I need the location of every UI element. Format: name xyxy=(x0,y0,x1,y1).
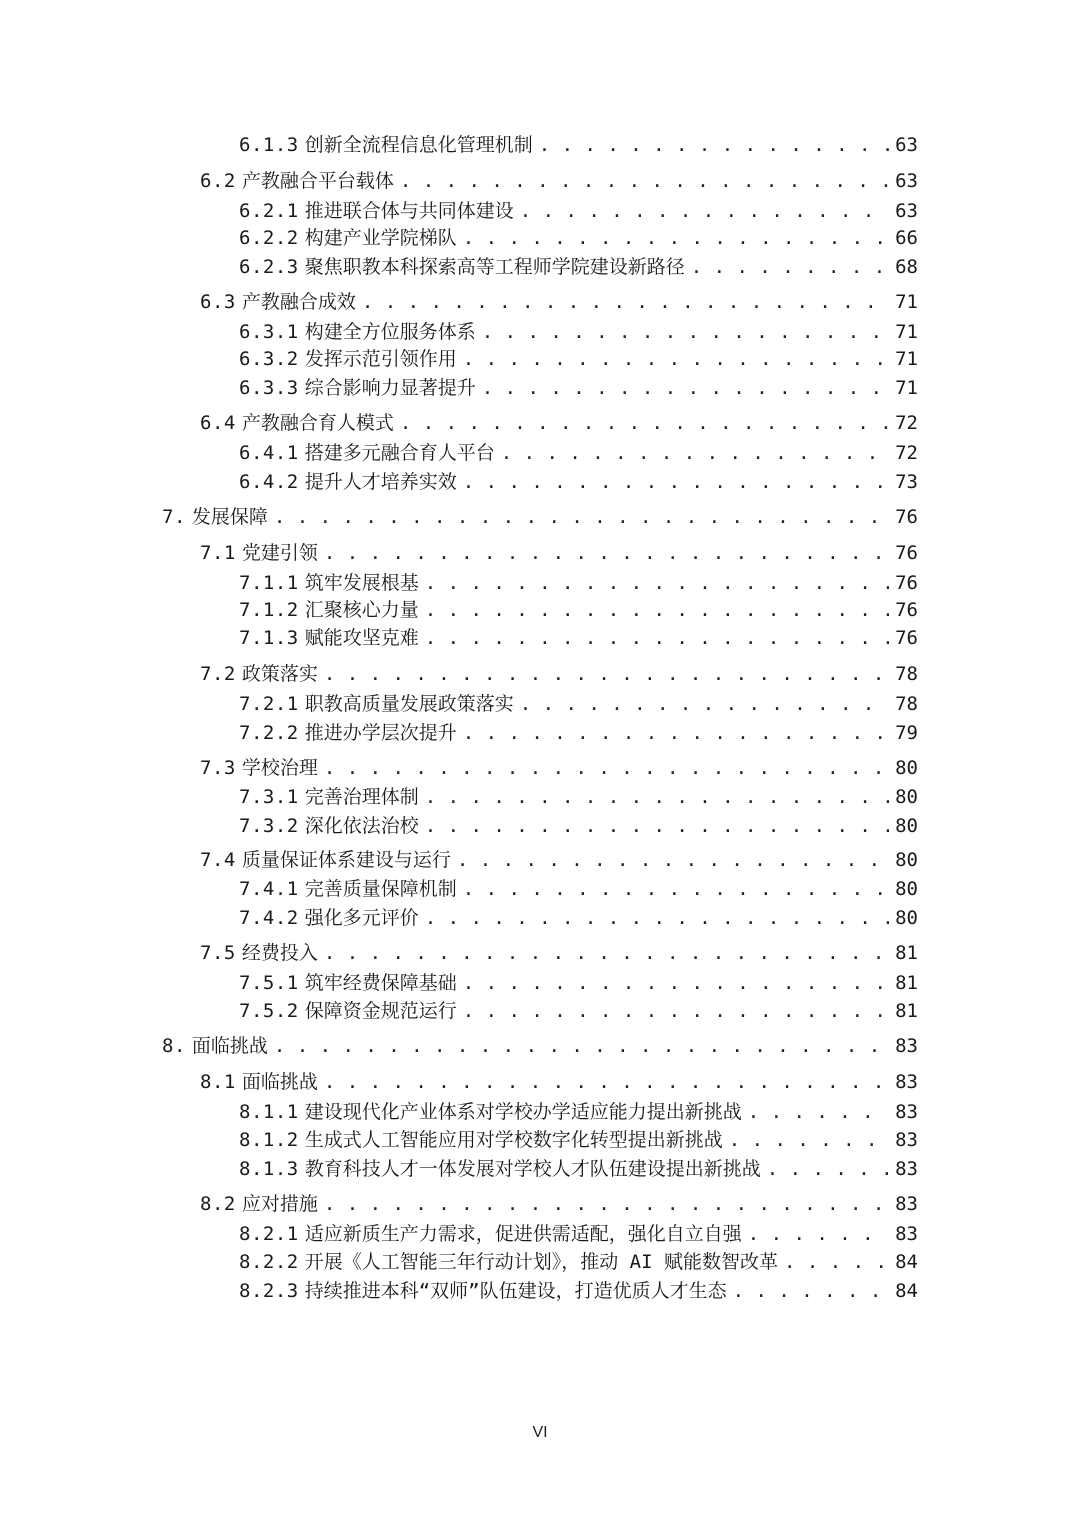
toc-section-number: 7.1.3 xyxy=(239,627,299,649)
toc-entry[interactable] xyxy=(239,1097,918,1125)
toc-entry[interactable] xyxy=(200,845,918,873)
toc-entry[interactable] xyxy=(239,223,918,251)
toc-page-number: 83 xyxy=(895,1071,918,1093)
toc-page-number: 63 xyxy=(895,134,918,156)
toc-section-title: 教育科技人才一体发展对学校人才队伍建设提出新挑战 xyxy=(304,1158,761,1180)
toc-page-number: 80 xyxy=(895,786,918,808)
toc-section-title: 筑牢发展根基 xyxy=(304,572,419,594)
toc-section-title: 创新全流程信息化管理机制 xyxy=(304,134,533,156)
toc-dot-leader xyxy=(463,225,889,251)
toc-entry[interactable] xyxy=(239,1154,918,1182)
toc-section-title: 保障资金规范运行 xyxy=(304,1000,457,1022)
toc-dot-leader xyxy=(425,784,889,810)
toc-section-number: 7.4.1 xyxy=(239,878,299,900)
toc-section-number: 8. xyxy=(162,1035,186,1057)
toc-entry[interactable] xyxy=(239,595,918,623)
toc-entry[interactable] xyxy=(239,344,918,372)
toc-section-number: 6.3.2 xyxy=(239,348,299,370)
toc-page-number: 71 xyxy=(895,377,918,399)
toc-dot-leader xyxy=(463,998,889,1024)
toc-dot-leader xyxy=(274,504,889,530)
toc-page-number: 72 xyxy=(895,412,918,434)
toc-entry[interactable] xyxy=(239,568,918,596)
toc-dot-leader xyxy=(425,813,889,839)
toc-dot-leader xyxy=(748,1221,889,1247)
toc-page-number: 63 xyxy=(895,200,918,222)
toc-page-number: 83 xyxy=(895,1223,918,1245)
toc-section-title: 完善治理体制 xyxy=(304,786,419,808)
toc-page-number: 83 xyxy=(895,1129,918,1151)
toc-entry[interactable] xyxy=(239,782,918,810)
toc-page-number: 81 xyxy=(895,1000,918,1022)
toc-page-number: 76 xyxy=(895,506,918,528)
toc-section-title: 面临挑战 xyxy=(241,1071,318,1093)
toc-section-number: 8.2 xyxy=(200,1193,236,1215)
toc-page-number: 80 xyxy=(895,815,918,837)
toc-dot-leader xyxy=(482,319,889,345)
toc-section-title: 学校治理 xyxy=(241,757,318,779)
toc-page-number: 81 xyxy=(895,942,918,964)
toc-section-number: 6.3.3 xyxy=(239,377,299,399)
toc-section-number: 7.2 xyxy=(200,663,236,685)
toc-dot-leader xyxy=(767,1156,889,1182)
toc-section-title: 聚焦职教本科探索高等工程师学院建设新路径 xyxy=(304,256,685,278)
toc-section-number: 6.4.1 xyxy=(239,442,299,464)
toc-dot-leader xyxy=(324,540,889,566)
toc-page-number: 80 xyxy=(895,878,918,900)
toc-entry[interactable] xyxy=(239,623,918,651)
toc-section-title: 强化多元评价 xyxy=(304,907,419,929)
toc-entry[interactable] xyxy=(239,467,918,495)
toc-dot-leader xyxy=(463,970,889,996)
toc-page-number: 78 xyxy=(895,693,918,715)
toc-entry[interactable] xyxy=(239,903,918,931)
toc-page-number: 84 xyxy=(895,1280,918,1302)
toc-section-title: 质量保证体系建设与运行 xyxy=(241,849,451,871)
toc-page-number: 68 xyxy=(895,256,918,278)
toc-section-number: 8.1.2 xyxy=(239,1129,299,1151)
toc-section-number: 8.1.1 xyxy=(239,1101,299,1123)
toc-page-number: 71 xyxy=(895,348,918,370)
toc-section-number: 7. xyxy=(162,506,186,528)
toc-section-title: 产教融合成效 xyxy=(241,291,356,313)
toc-section-number: 7.5.2 xyxy=(239,1000,299,1022)
toc-section-number: 8.1.3 xyxy=(239,1158,299,1180)
toc-dot-leader xyxy=(425,905,889,931)
toc-entry[interactable] xyxy=(239,1219,918,1247)
toc-section-number: 6.1.3 xyxy=(239,134,299,156)
toc-dot-leader xyxy=(463,876,889,902)
toc-page-number: 78 xyxy=(895,663,918,685)
toc-entry[interactable] xyxy=(200,1189,918,1217)
toc-dot-leader xyxy=(463,720,889,746)
toc-section-number: 7.1 xyxy=(200,542,236,564)
toc-entry[interactable] xyxy=(239,689,918,717)
toc-dot-leader xyxy=(400,410,889,436)
toc-section-number: 6.2.3 xyxy=(239,256,299,278)
toc-entry[interactable] xyxy=(200,287,918,315)
toc-dot-leader xyxy=(324,755,889,781)
toc-section-title: 发挥示范引领作用 xyxy=(304,348,457,370)
toc-page-number: 76 xyxy=(895,599,918,621)
toc-section-title: 赋能攻坚克难 xyxy=(304,627,419,649)
toc-dot-leader xyxy=(457,847,889,873)
toc-section-title: 建设现代化产业体系对学校办学适应能力提出新挑战 xyxy=(304,1101,742,1123)
toc-dot-leader xyxy=(425,570,889,596)
toc-entry[interactable] xyxy=(200,408,918,436)
toc-dot-leader xyxy=(748,1099,889,1125)
toc-section-number: 7.3 xyxy=(200,757,236,779)
toc-page-number: 66 xyxy=(895,227,918,249)
toc-dot-leader xyxy=(520,198,889,224)
toc-page-number: 80 xyxy=(895,849,918,871)
toc-section-title: 适应新质生产力需求，促进供需适配，强化自立自强 xyxy=(304,1223,742,1245)
toc-entry[interactable] xyxy=(239,718,918,746)
toc-page-number: 83 xyxy=(895,1101,918,1123)
toc-section-title: 提升人才培养实效 xyxy=(304,471,457,493)
toc-dot-leader xyxy=(733,1278,890,1304)
toc-section-number: 7.5.1 xyxy=(239,972,299,994)
toc-page-number: 80 xyxy=(895,907,918,929)
toc-section-number: 6.3.1 xyxy=(239,321,299,343)
toc-entry[interactable] xyxy=(200,938,918,966)
toc-section-number: 7.4 xyxy=(200,849,236,871)
toc-dot-leader xyxy=(729,1127,889,1153)
toc-section-number: 7.1.1 xyxy=(239,572,299,594)
toc-section-number: 8.2.3 xyxy=(239,1280,299,1302)
toc-section-title: 应对措施 xyxy=(241,1193,318,1215)
toc-section-number: 6.3 xyxy=(200,291,236,313)
toc-entry[interactable] xyxy=(239,968,918,996)
toc-dot-leader xyxy=(324,661,889,687)
toc-section-number: 8.1 xyxy=(200,1071,236,1093)
toc-section-number: 6.4 xyxy=(200,412,236,434)
toc-section-title: 深化依法治校 xyxy=(304,815,419,837)
toc-section-title: 构建全方位服务体系 xyxy=(304,321,476,343)
toc-entry[interactable] xyxy=(200,753,918,781)
toc-dot-leader xyxy=(324,1069,889,1095)
toc-entry[interactable] xyxy=(239,196,918,224)
toc-dot-leader xyxy=(362,289,889,315)
toc-entry[interactable] xyxy=(239,317,918,345)
toc-section-title: 推进办学层次提升 xyxy=(304,722,457,744)
toc-dot-leader xyxy=(539,132,889,158)
toc-page-number: 76 xyxy=(895,542,918,564)
toc-section-title: 筑牢经费保障基础 xyxy=(304,972,457,994)
toc-section-title: 产教融合育人模式 xyxy=(241,412,394,434)
toc-section-number: 7.5 xyxy=(200,942,236,964)
toc-entry[interactable] xyxy=(239,438,918,466)
toc-dot-leader xyxy=(482,375,889,401)
toc-page-number: 73 xyxy=(895,471,918,493)
toc-section-number: 8.2.1 xyxy=(239,1223,299,1245)
toc-section-title: 发展保障 xyxy=(191,506,268,528)
toc-dot-leader xyxy=(324,1191,889,1217)
toc-section-title: 经费投入 xyxy=(241,942,318,964)
toc-entry[interactable] xyxy=(200,1067,918,1095)
toc-dot-leader xyxy=(400,168,889,194)
toc-section-title: 汇聚核心力量 xyxy=(304,599,419,621)
toc-section-number: 6.4.2 xyxy=(239,471,299,493)
toc-dot-leader xyxy=(425,597,889,623)
toc-entry[interactable] xyxy=(239,1125,918,1153)
toc-section-title: 产教融合平台载体 xyxy=(241,170,394,192)
toc-page-number: 83 xyxy=(895,1158,918,1180)
toc-entry[interactable] xyxy=(162,502,918,530)
toc-entry[interactable] xyxy=(239,252,918,280)
toc-section-number: 6.2.1 xyxy=(239,200,299,222)
toc-section-number: 8.2.2 xyxy=(239,1251,299,1273)
toc-entry[interactable] xyxy=(239,1276,918,1304)
toc-section-number: 6.2 xyxy=(200,170,236,192)
toc-dot-leader xyxy=(691,254,889,280)
toc-section-number: 7.3.1 xyxy=(239,786,299,808)
toc-section-title: 职教高质量发展政策落实 xyxy=(304,693,514,715)
toc-page-number: 71 xyxy=(895,291,918,313)
toc-section-title: 构建产业学院梯队 xyxy=(304,227,457,249)
toc-section-title: 完善质量保障机制 xyxy=(304,878,457,900)
toc-dot-leader xyxy=(463,469,889,495)
toc-entry[interactable] xyxy=(239,130,918,158)
toc-page-number: 84 xyxy=(895,1251,918,1273)
toc-section-title: 生成式人工智能应用对学校数字化转型提出新挑战 xyxy=(304,1129,723,1151)
toc-section-number: 7.2.1 xyxy=(239,693,299,715)
toc-entry[interactable] xyxy=(239,373,918,401)
toc-section-title: 持续推进本科“双师”队伍建设，打造优质人才生态 xyxy=(304,1280,727,1302)
toc-dot-leader xyxy=(501,440,889,466)
toc-section-title: 面临挑战 xyxy=(191,1035,268,1057)
toc-dot-leader xyxy=(274,1033,889,1059)
toc-section-title: 政策落实 xyxy=(241,663,318,685)
toc-entry[interactable] xyxy=(239,1247,918,1275)
toc-entry[interactable] xyxy=(200,166,918,194)
toc-dot-leader xyxy=(425,625,889,651)
toc-section-number: 7.4.2 xyxy=(239,907,299,929)
toc-dot-leader xyxy=(520,691,889,717)
toc-entry[interactable] xyxy=(239,874,918,902)
toc-page-number: 83 xyxy=(895,1035,918,1057)
toc-page-number: 76 xyxy=(895,572,918,594)
toc-page-number: 72 xyxy=(895,442,918,464)
toc-page-number: 80 xyxy=(895,757,918,779)
toc-page-number: 83 xyxy=(895,1193,918,1215)
toc-entry[interactable] xyxy=(239,811,918,839)
toc-entry[interactable] xyxy=(200,538,918,566)
toc-section-number: 7.3.2 xyxy=(239,815,299,837)
page-number-footer xyxy=(0,1424,1080,1442)
toc-section-title: 搭建多元融合育人平台 xyxy=(304,442,495,464)
page-number: VI xyxy=(532,1424,548,1441)
toc-section-number: 7.2.2 xyxy=(239,722,299,744)
toc-page-number: 76 xyxy=(895,627,918,649)
toc-dot-leader xyxy=(784,1249,889,1275)
toc-dot-leader xyxy=(324,940,889,966)
toc-section-number: 6.2.2 xyxy=(239,227,299,249)
toc-page-number: 79 xyxy=(895,722,918,744)
toc-section-title: 开展《人工智能三年行动计划》，推动 AI 赋能数智改革 xyxy=(304,1251,778,1273)
toc-section-title: 综合影响力显著提升 xyxy=(304,377,476,399)
toc-page-number: 71 xyxy=(895,321,918,343)
toc-section-number: 7.1.2 xyxy=(239,599,299,621)
toc-entry[interactable] xyxy=(200,659,918,687)
toc-page-number: 63 xyxy=(895,170,918,192)
toc-page-number: 81 xyxy=(895,972,918,994)
toc-dot-leader xyxy=(463,346,889,372)
toc-entry[interactable] xyxy=(162,1031,918,1059)
toc-entry[interactable] xyxy=(239,996,918,1024)
toc-section-title: 党建引领 xyxy=(241,542,318,564)
toc-section-title: 推进联合体与共同体建设 xyxy=(304,200,514,222)
